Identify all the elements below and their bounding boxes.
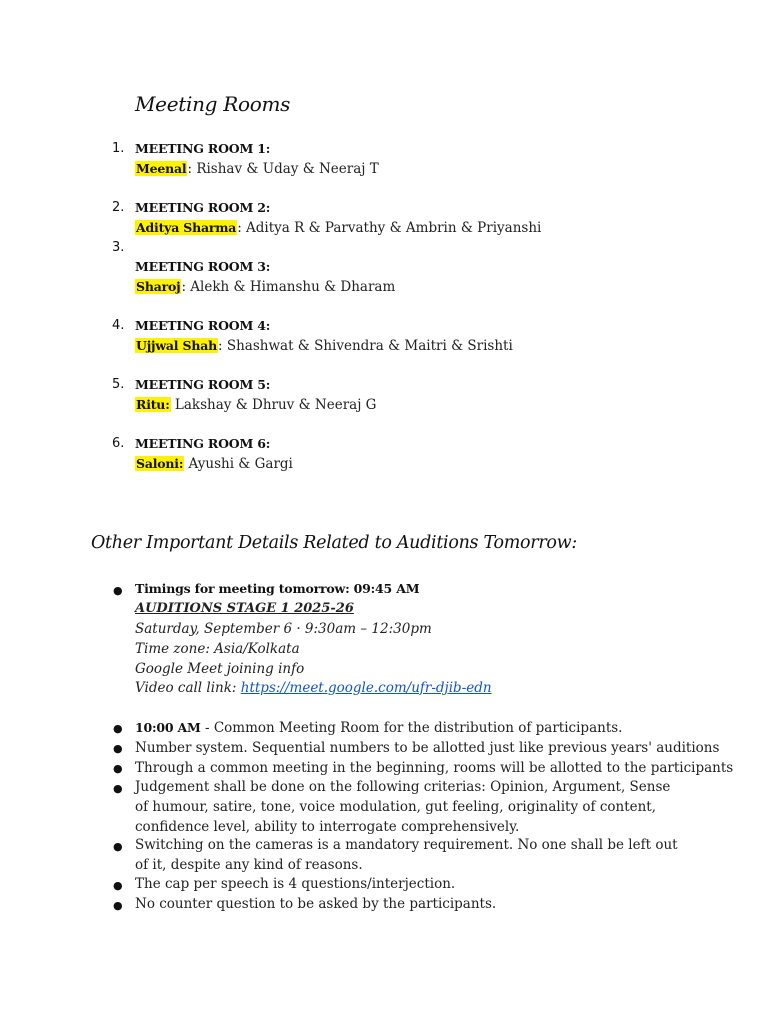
list-number: 2. xyxy=(112,200,125,215)
bullet-icon: ● xyxy=(113,722,123,735)
point-item: Number system. Sequential numbers to be allotted just like previous years' auditions xyxy=(135,740,720,756)
bullet-icon: ● xyxy=(113,742,123,755)
list-number: 3. xyxy=(112,240,125,255)
bullet-icon: ● xyxy=(113,899,123,912)
room-members: : Shashwat & Shivendra & Maitri & Srishti xyxy=(218,338,513,354)
room-host: Ritu: xyxy=(136,397,170,412)
room-members: : Aditya R & Parvathy & Ambrin & Priyanshi xyxy=(237,220,542,236)
list-number: 5. xyxy=(112,377,125,392)
bullet-icon: ● xyxy=(113,762,123,775)
room-assignment xyxy=(135,395,376,415)
room-host: Ujjwal Shah xyxy=(136,338,218,353)
point-time: 10:00 AM xyxy=(135,720,201,735)
point-item xyxy=(135,718,622,738)
room-host: Meenal xyxy=(136,161,187,176)
room-assignment xyxy=(135,454,293,474)
list-number: 4. xyxy=(112,318,125,333)
bullet-icon: ● xyxy=(113,879,123,892)
room-label: MEETING ROOM 4: xyxy=(135,318,271,333)
room-assignment xyxy=(135,277,395,297)
point-item: Judgement shall be done on the following criterias: Opinion, Argument, Sense of humour, satire, tone, voice modulation, gut feeling, originality of content, confidence level, ability to interrogate comprehensively. xyxy=(135,779,671,835)
room-assignment xyxy=(135,336,513,356)
room-host: Saloni: xyxy=(136,456,184,471)
meet-link[interactable]: https://meet.google.com/ufr-djib-edn xyxy=(240,680,492,696)
event-date: Saturday, September 6 · 9:30am – 12:30pm xyxy=(135,621,432,637)
timing-label: Timings for meeting tomorrow: 09:45 AM xyxy=(135,581,420,596)
room-label: MEETING ROOM 6: xyxy=(135,436,271,451)
video-call-label: Video call link: xyxy=(135,680,241,696)
room-label: MEETING ROOM 3: xyxy=(135,259,271,274)
point-text: - Common Meeting Room for the distribution of participants. xyxy=(200,720,623,736)
event-timezone: Time zone: Asia/Kolkata xyxy=(135,641,300,657)
event-title: AUDITIONS STAGE 1 2025-26 xyxy=(135,601,354,616)
video-call-line xyxy=(135,678,492,698)
room-label: MEETING ROOM 1: xyxy=(135,141,271,156)
room-host: Aditya Sharma xyxy=(136,220,237,235)
room-members: : Rishav & Uday & Neeraj T xyxy=(187,161,379,177)
list-number: 1. xyxy=(112,141,125,156)
meet-info: Google Meet joining info xyxy=(135,661,305,677)
list-number: 6. xyxy=(112,436,125,451)
point-item: Switching on the cameras is a mandatory requirement. No one shall be left out of it, despite any kind of reasons. xyxy=(135,837,678,873)
room-members: Ayushi & Gargi xyxy=(184,456,293,472)
room-assignment xyxy=(135,159,379,179)
room-members: Lakshay & Dhruv & Neeraj G xyxy=(170,397,377,413)
room-label: MEETING ROOM 2: xyxy=(135,200,271,215)
bullet-icon: ● xyxy=(113,782,123,795)
point-item: The cap per speech is 4 questions/interjection. xyxy=(135,876,456,892)
bullet-icon: ● xyxy=(113,584,123,597)
room-members: : Alekh & Himanshu & Dharam xyxy=(181,279,396,295)
section-heading: Other Important Details Related to Auditions Tomorrow: xyxy=(91,533,577,553)
bullet-icon: ● xyxy=(113,840,123,853)
page-title: Meeting Rooms xyxy=(135,92,291,116)
room-host: Sharoj xyxy=(136,279,181,294)
room-assignment xyxy=(135,218,541,238)
room-label: MEETING ROOM 5: xyxy=(135,377,271,392)
point-item: No counter question to be asked by the participants. xyxy=(135,896,497,912)
point-item: Through a common meeting in the beginning, rooms will be allotted to the participants xyxy=(135,760,734,776)
